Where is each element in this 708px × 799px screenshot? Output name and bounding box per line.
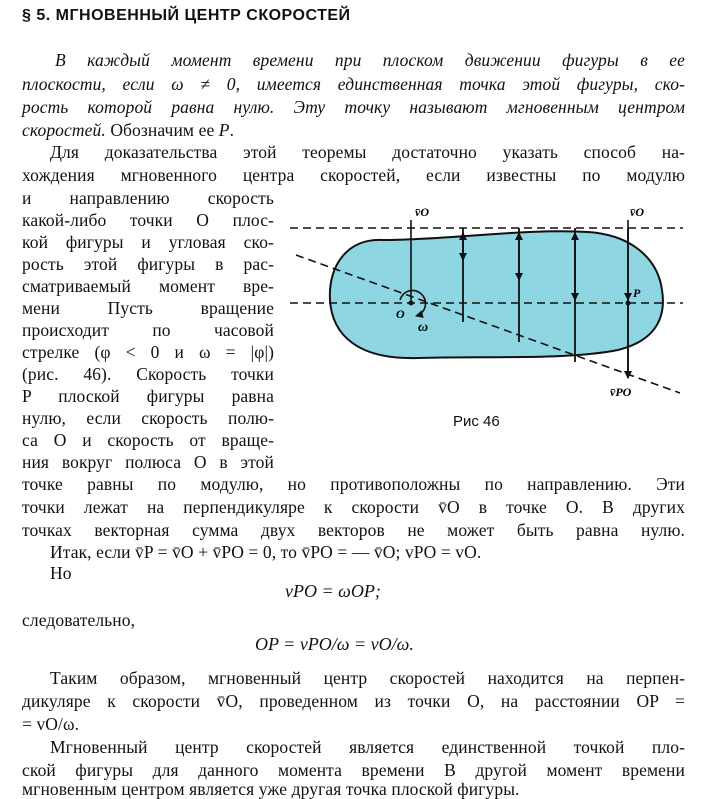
point-o xyxy=(409,301,414,306)
proof-line-17: точки лежат на перпендикуляре к скорости v̄O в точке O. В других xyxy=(22,497,685,517)
conclusion-line-3: = vO/ω. xyxy=(22,714,80,734)
label-p: P xyxy=(633,286,641,300)
proof-line-12: P плоской фигуры равна xyxy=(22,386,274,406)
theorem-line-3: рость которой равна нулю. Эту точку называют мгновенным центром xyxy=(22,97,685,117)
proof-line-20: Но xyxy=(50,563,72,583)
conclusion-line-4: Мгновенный центр скоростей является единственной точкой пло- xyxy=(50,737,685,757)
proof-line-9: происходит по часовой xyxy=(22,320,274,340)
plane-figure xyxy=(330,231,663,358)
conclusion-line-5: ской фигуры для данного момента времени В другой момент времени xyxy=(22,760,685,780)
label-vo-right: v̄O xyxy=(630,205,644,219)
proof-line-18: точках векторная сумма двух векторов не может быть равна нулю. xyxy=(22,520,685,540)
label-omega: ω xyxy=(418,320,429,335)
proof-line-2: хождения мгновенного центра скоростей, если известны по модулю xyxy=(22,165,685,185)
theorem-line-4-b: Обозначим ее xyxy=(105,120,219,140)
proof-line-15: ния вокруг полюса O в этой xyxy=(22,452,274,472)
proof-line-8: мени Пусть вращение xyxy=(22,298,274,318)
figure-46 xyxy=(288,200,688,410)
theorem-line-4 xyxy=(22,120,234,140)
proof-line-7: сматриваемый момент вре- xyxy=(22,276,274,296)
proof-line-13: нулю, если скорость полю- xyxy=(22,408,274,428)
formula-vpo: vPO = ωOP; xyxy=(285,581,381,601)
theorem-line-4-d: . xyxy=(229,120,235,140)
proof-line-6: рость этой фигуры в рас- xyxy=(22,254,274,274)
theorem-line-1: В каждый момент времени при плоском движении фигуры в ее xyxy=(55,50,685,70)
theorem-line-4-c: P xyxy=(218,120,230,140)
proof-line-14: са O и скорость от враще- xyxy=(22,430,274,450)
proof-line-5: кой фигуры и угловая ско- xyxy=(22,232,274,252)
theorem-line-4-a: скоростей. xyxy=(22,120,106,140)
proof-line-19: Итак, если v̄P = v̄O + v̄PO = 0, то v̄PO = — v̄O; vPO = vO. xyxy=(50,542,482,562)
label-o: O xyxy=(396,307,405,321)
proof-line-4: какой-либо точки O плос- xyxy=(22,210,274,230)
conclusion-line-2: дикуляре к скорости v̄O, проведенном из точки O, на расстоянии OP = xyxy=(22,691,685,711)
formula-op: OP = vPO/ω = vO/ω. xyxy=(255,634,414,654)
conclusion-line-1: Таким образом, мгновенный центр скоростей находится на перпен- xyxy=(50,668,685,688)
proof-line-11: (рис. 46). Скорость точки xyxy=(22,364,274,384)
conclusion-line-6: мгновенным центром является уже другая точка плоской фигуры. xyxy=(22,779,520,799)
proof-line-10: стрелке (φ < 0 и ω = |φ|) xyxy=(22,342,274,362)
theorem-line-2: плоскости, если ω ≠ 0, имеется единственная точка этой фигуры, ско- xyxy=(22,74,685,94)
label-vo-left: v̄O xyxy=(415,205,429,219)
consequently-text: следовательно, xyxy=(22,610,136,630)
label-vpo: v̄PO xyxy=(610,385,632,399)
proof-line-3: и направлению скорость xyxy=(22,188,274,208)
section-heading: § 5. МГНОВЕННЫЙ ЦЕНТР СКОРОСТЕЙ xyxy=(22,7,351,24)
point-p xyxy=(626,301,631,306)
proof-line-16: точке равны по модулю, но противоположны по направлению. Эти xyxy=(22,474,685,494)
figure-caption: Рис 46 xyxy=(453,413,500,430)
proof-line-1: Для доказательства этой теоремы достаточно указать способ на- xyxy=(50,142,685,162)
